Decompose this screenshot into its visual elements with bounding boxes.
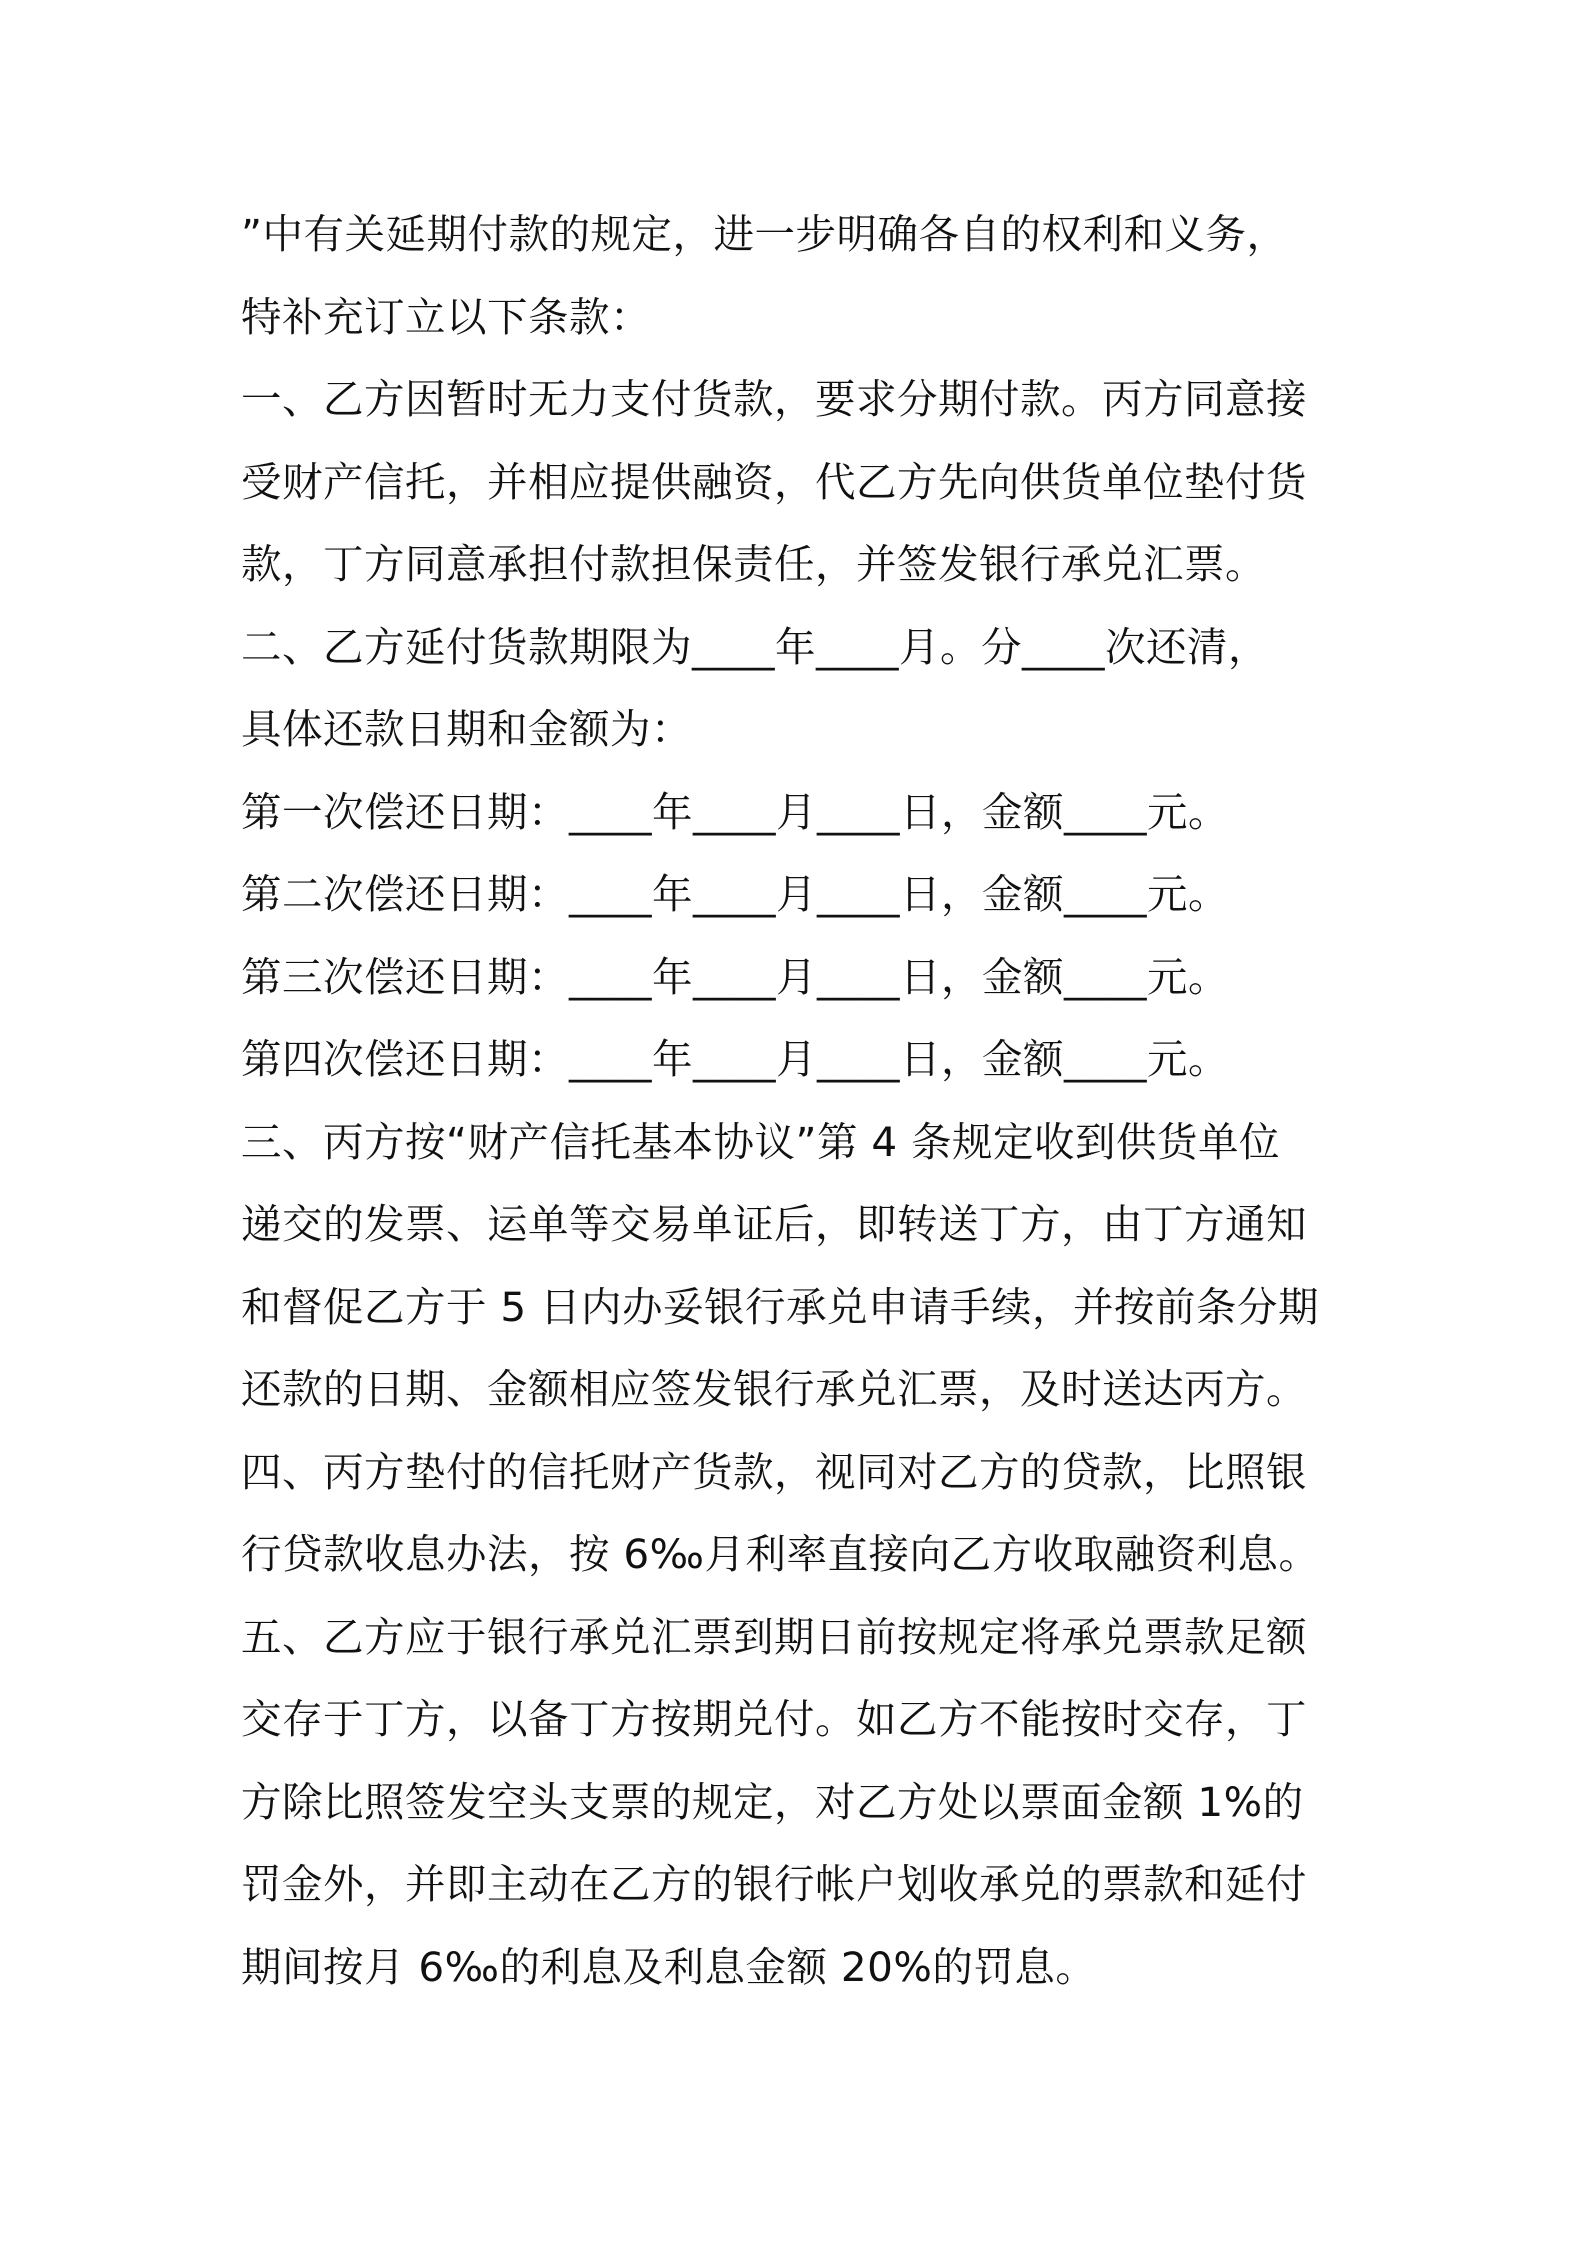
text-line: 特补充订立以下条款： — [241, 292, 651, 341]
text-line: 三、丙方按“财产信托基本协议”第 4 条规定收到供货单位 — [241, 1117, 1280, 1166]
text-line: 第一次偿还日期：____年____月____日，金额____元。 — [241, 787, 1229, 836]
text-line: 交存于丁方，以备丁方按期兑付。如乙方不能按时交存，丁 — [241, 1695, 1307, 1743]
text-line: 罚金外，并即主动在乙方的银行帐户划收承兑的票款和延付 — [241, 1860, 1307, 1908]
text-line: 一、乙方因暂时无力支付货款，要求分期付款。丙方同意接 — [241, 375, 1307, 423]
text-line: 和督促乙方于 5 日内办妥银行承兑申请手续，并按前条分期 — [241, 1282, 1320, 1331]
text-line: 第三次偿还日期：____年____月____日，金额____元。 — [241, 952, 1229, 1001]
text-line: 第二次偿还日期：____年____月____日，金额____元。 — [241, 870, 1229, 918]
text-line: 四、丙方垫付的信托财产货款，视同对乙方的贷款，比照银 — [241, 1447, 1307, 1496]
text-line: 五、乙方应于银行承兑汇票到期日前按规定将承兑票款足额 — [241, 1612, 1307, 1661]
text-line: 具体还款日期和金额为： — [241, 705, 692, 753]
text-line: 二、乙方延付货款期限为____年____月。分____次还清， — [241, 622, 1269, 671]
text-line: 方除比照签发空头支票的规定，对乙方处以票面金额 1%的 — [241, 1777, 1304, 1826]
text-line: 行贷款收息办法，按 6‰月利率直接向乙方收取融资利息。 — [241, 1530, 1320, 1578]
text-line: 受财产信托，并相应提供融资，代乙方先向供货单位垫付货 — [241, 457, 1307, 506]
text-line: 期间按月 6‰的利息及利息金额 20%的罚息。 — [241, 1942, 1097, 1991]
text-line: ”中有关延期付款的规定，进一步明确各自的权利和义务， — [241, 210, 1288, 258]
text-line: 还款的日期、金额相应签发银行承兑汇票，及时送达丙方。 — [241, 1365, 1307, 1413]
text-line: 第四次偿还日期：____年____月____日，金额____元。 — [241, 1035, 1229, 1083]
text-line: 递交的发票、运单等交易单证后，即转送丁方，由丁方通知 — [241, 1200, 1307, 1248]
text-line: 款，丁方同意承担付款担保责任，并签发银行承兑汇票。 — [241, 540, 1266, 588]
document-page — [241, 193, 1361, 2008]
